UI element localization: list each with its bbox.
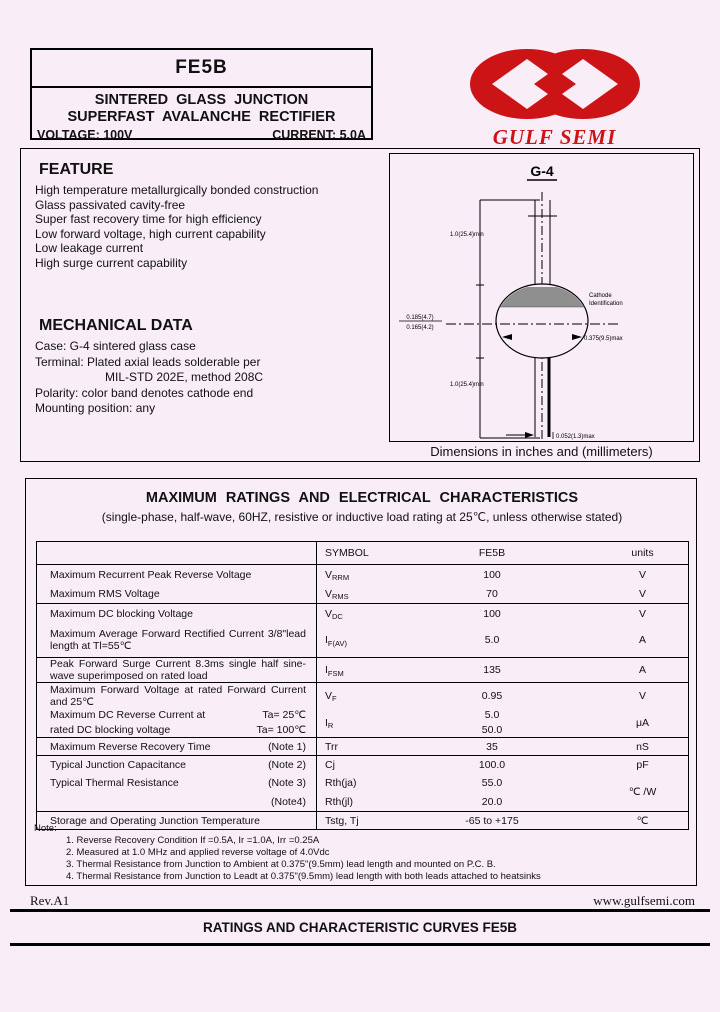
- row-value: 35: [486, 740, 498, 753]
- row-label: Storage and Operating Junction Temperature: [50, 814, 260, 827]
- row-unit: μA: [635, 716, 650, 729]
- col-symbol: SYMBOL: [325, 547, 369, 559]
- row-symbol: V DC: [325, 607, 343, 621]
- feature-item: Super fast recovery time for high efficiency: [35, 212, 262, 226]
- row-label: Maximum RMS Voltage: [50, 587, 160, 600]
- row-value: 50.0: [481, 723, 503, 736]
- ratings-section-box: [25, 478, 697, 886]
- row-label: Typical Thermal Resistance: [50, 776, 179, 789]
- row-value: 0.95: [481, 689, 503, 702]
- mechanical-data-title: MECHANICAL DATA: [39, 317, 193, 334]
- body-diameter-min-label: 0.165(4.2): [406, 325, 434, 331]
- note-item: 1. Reverse Recovery Condition If =0.5A, Ir =1.0A, Irr =0.25A: [66, 835, 320, 846]
- body-diameter-max-label: 0.185(4.7): [406, 315, 434, 321]
- note-item: 2. Measured at 1.0 MHz and applied reverse voltage of 4.0Vdc: [66, 847, 330, 858]
- row-label: Maximum Forward Voltage at rated Forward Current and 25℃: [50, 683, 306, 708]
- row-symbol: Rth(jl): [325, 795, 353, 808]
- col-part: FE5B: [478, 547, 506, 559]
- note-item: 3. Thermal Resistance from Junction to Ambient at 0.375"(9.5mm) lead length and mounted on P.C. B.: [66, 859, 496, 870]
- row-note-ref: (Note 2): [268, 758, 306, 771]
- top-lead-length-label: 1.0(25.4)min: [450, 232, 484, 238]
- feature-item: Low forward voltage, high current capability: [35, 226, 266, 241]
- row-unit: V: [638, 568, 646, 581]
- ratings-subtitle: (single-phase, half-wave, 60HZ, resistive or inductive load rating at 25℃, unless otherwise stated): [101, 510, 623, 524]
- row-symbol: V RMS: [325, 587, 349, 601]
- cathode-identification-label2: Identification: [589, 301, 623, 307]
- row-value: 100: [483, 607, 501, 620]
- part-header-box: [30, 48, 373, 140]
- table-row-vrrm: [37, 565, 688, 584]
- mechanical-line: Terminal: Plated axial leads solderable per: [35, 354, 261, 369]
- lead-diameter-label: 0.052(1.3)max: [556, 434, 595, 440]
- mechanical-line: Mounting position: any: [35, 401, 156, 415]
- mechanical-line: Case: G-4 sintered glass case: [35, 339, 196, 353]
- feature-item: High surge current capability: [35, 255, 188, 270]
- gulfsemi-logo-text: GULF SEMI: [492, 125, 617, 149]
- row-symbol: V F: [325, 689, 337, 703]
- row-symbol: I FSM: [325, 664, 344, 678]
- cathode-identification-label: Cathode: [589, 293, 612, 299]
- row-unit: ℃: [636, 814, 649, 827]
- row-condition: Ta= 100℃: [256, 723, 306, 736]
- package-outline-drawing: [390, 154, 693, 441]
- footer-divider-top: [10, 909, 710, 912]
- note-item: 4. Thermal Resistance from Junction to Leadt at 0.375"(9.5mm) lead length with both leads attached to heatsinks: [66, 871, 541, 882]
- bottom-lead-length-label: 1.0(25.4)min: [450, 382, 484, 388]
- row-unit: ℃ /W: [628, 786, 657, 798]
- feature-section-box: [20, 148, 700, 462]
- dimensions-caption: Dimensions in inches and (millimeters): [430, 444, 653, 459]
- row-unit: V: [638, 587, 646, 600]
- voltage-rating: VOLTAGE: 100V: [37, 128, 133, 142]
- feature-title: FEATURE: [39, 161, 114, 178]
- website-link[interactable]: www.gulfsemi.com: [593, 893, 695, 908]
- row-symbol: Rth(ja): [325, 776, 357, 789]
- row-value: 100: [483, 568, 501, 581]
- row-label: Maximum DC blocking Voltage: [50, 607, 193, 620]
- row-symbol: V RRM: [325, 568, 350, 582]
- row-value: 70: [486, 587, 498, 600]
- row-unit: V: [638, 607, 646, 620]
- table-row-iav: [37, 623, 688, 658]
- row-symbol: I F(AV): [325, 634, 347, 648]
- row-label: Maximum Reverse Recovery Time: [50, 740, 211, 753]
- ratings-title: MAXIMUM RATINGS AND ELECTRICAL CHARACTERISTICS: [145, 490, 579, 506]
- part-number: FE5B: [32, 50, 371, 88]
- cathode-band: [496, 287, 588, 307]
- mechanical-data-list: [35, 339, 385, 417]
- current-rating: CURRENT: 5.0A: [272, 128, 366, 142]
- row-condition: Ta= 25℃: [262, 709, 306, 722]
- row-label: Maximum DC Reverse Current at: [50, 709, 206, 722]
- feature-item: High temperature metallurgically bonded construction: [35, 183, 319, 197]
- footer-divider-bottom: [10, 943, 710, 946]
- feature-list: [35, 183, 385, 270]
- footer-banner: RATINGS AND CHARACTERISTIC CURVES FE5B: [202, 920, 518, 935]
- row-value: 55.0: [481, 776, 503, 789]
- part-description-line2: SUPERFAST AVALANCHE RECTIFIER: [67, 109, 336, 125]
- table-row-trr: [37, 738, 688, 756]
- row-symbol: Tstg, Tj: [325, 814, 359, 827]
- row-note-ref: (Note 3): [268, 776, 306, 789]
- table-row-vdc: [37, 604, 688, 623]
- gulfsemi-logo: [462, 46, 647, 149]
- col-units: units: [631, 547, 654, 559]
- feature-item: Low leakage current: [35, 241, 144, 255]
- ratings-table: [36, 541, 689, 830]
- mechanical-line: MIL-STD 202E, method 208C: [105, 370, 264, 384]
- row-value: 135: [483, 664, 501, 676]
- row-unit: V: [638, 689, 646, 702]
- row-label: Peak Forward Surge Current 8.3ms single half sine-wave superimposed on rated load: [50, 658, 306, 682]
- notes-label: Note:: [34, 823, 57, 834]
- row-symbol: Trr: [325, 740, 339, 753]
- package-name-label: G-4: [530, 163, 554, 179]
- row-value: -65 to +175: [465, 814, 519, 827]
- row-note-ref: (Note 1): [268, 740, 306, 753]
- row-value: 100.0: [478, 758, 506, 771]
- row-note-ref: (Note4): [270, 795, 306, 808]
- row-unit: pF: [636, 758, 649, 771]
- mechanical-line: Polarity: color band denotes cathode end: [35, 385, 254, 400]
- row-value: 5.0: [484, 709, 500, 722]
- revision-label: Rev.A1: [30, 893, 70, 908]
- table-header-row: [37, 542, 688, 565]
- package-drawing-box: [389, 153, 694, 442]
- table-row-cj: [37, 756, 688, 773]
- gulfsemi-logo-icon: [465, 46, 645, 122]
- feature-item: Glass passivated cavity-free: [35, 197, 186, 212]
- row-label: Typical Junction Capacitance: [50, 758, 186, 771]
- table-row-rth: [37, 773, 688, 812]
- row-label: Maximum Recurrent Peak Reverse Voltage: [50, 568, 252, 581]
- table-row-ifsm: [37, 658, 688, 683]
- table-row-ir: [37, 708, 688, 738]
- table-row-vrms: [37, 584, 688, 604]
- row-symbol: I R: [325, 716, 334, 730]
- row-unit: A: [638, 634, 646, 646]
- row-label: Maximum Average Forward Rectified Current 3/8"lead length at Tl=55℃: [50, 628, 306, 652]
- notes-block: [34, 823, 684, 883]
- row-unit: A: [638, 664, 646, 676]
- table-row-vf: [37, 683, 688, 708]
- row-label: rated DC blocking voltage: [50, 723, 171, 736]
- row-symbol: Cj: [325, 758, 335, 771]
- row-unit: nS: [636, 740, 649, 753]
- part-description-line1: SINTERED GLASS JUNCTION: [94, 92, 309, 108]
- body-length-label: 0.375(9.5)max: [584, 336, 623, 342]
- row-value: 5.0: [484, 634, 500, 646]
- row-value: 20.0: [481, 795, 503, 808]
